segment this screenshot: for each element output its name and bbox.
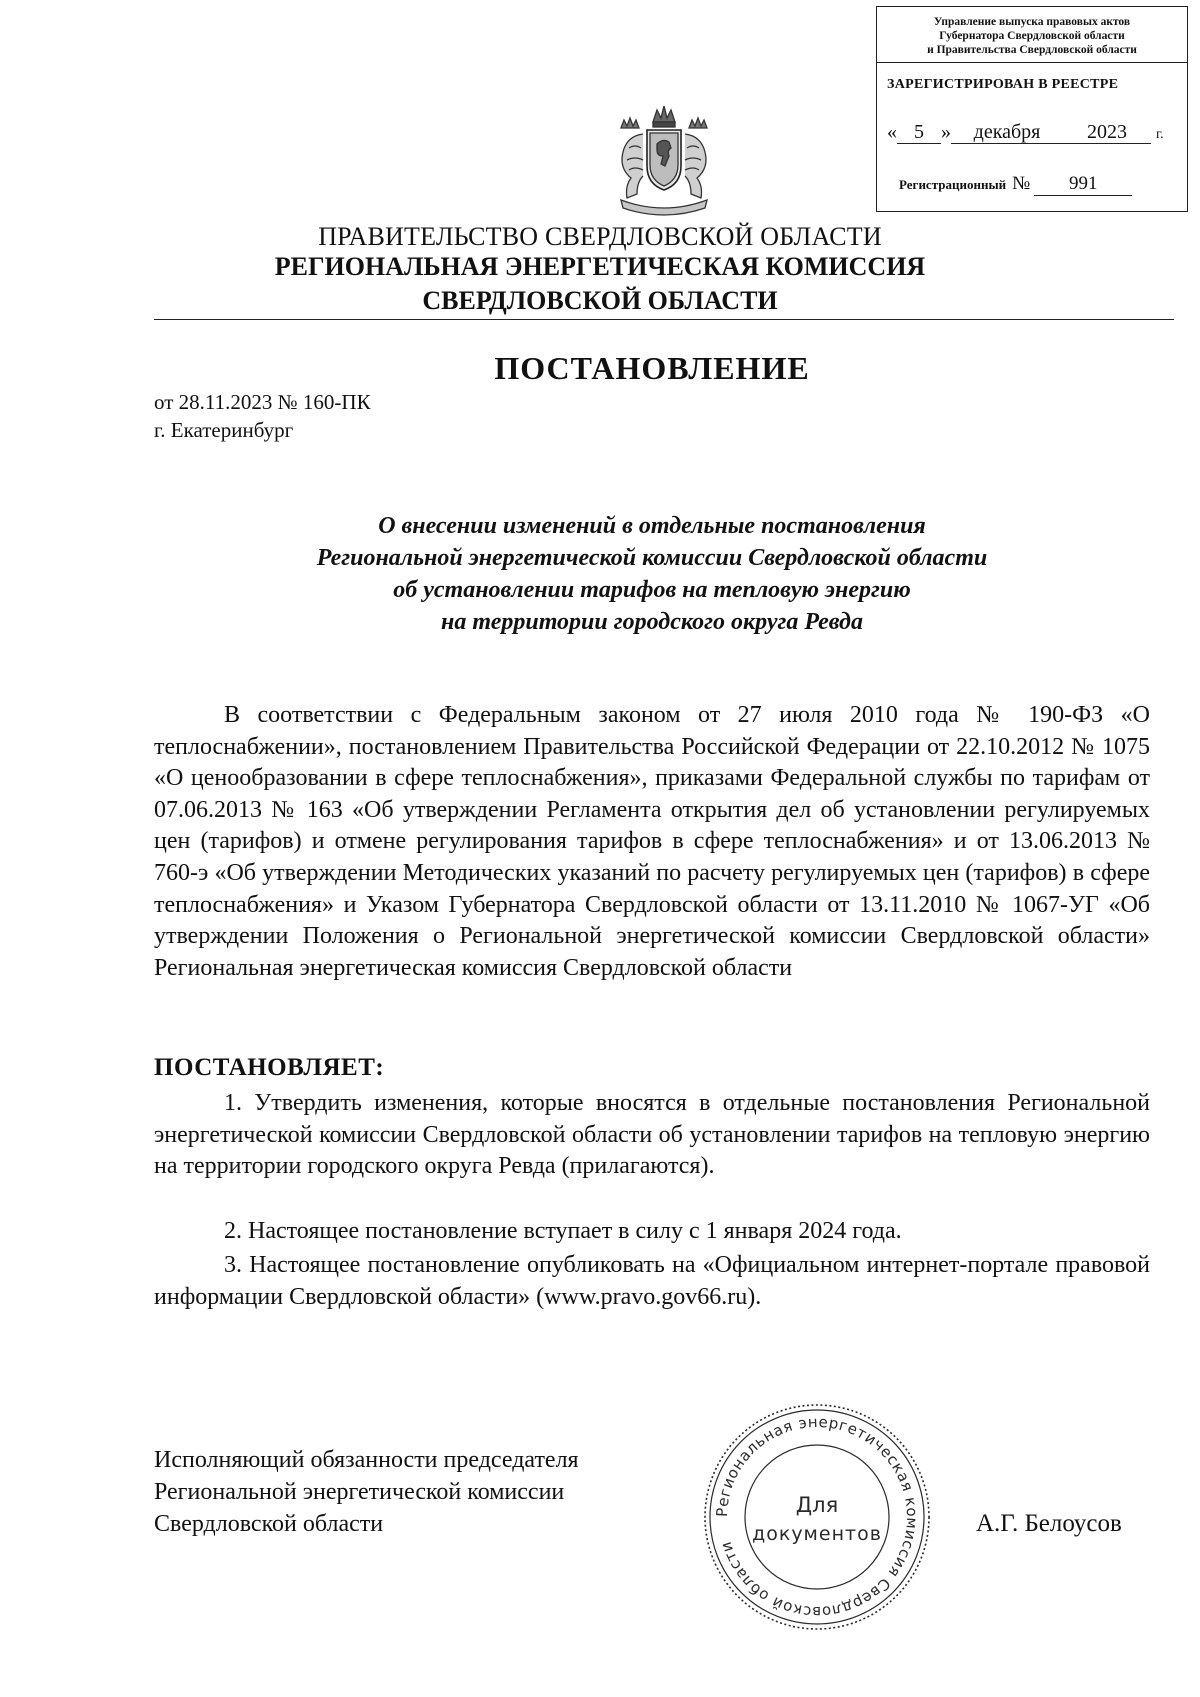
document-type: ПОСТАНОВЛЕНИЕ [494, 350, 810, 386]
resolution-item-2: 2. Настоящее постановление вступает в силу с 1 января 2024 года. [224, 1218, 902, 1244]
coat-of-arms-icon [597, 104, 731, 222]
registry-number: 991 [1034, 173, 1132, 196]
stamp-center-line1: Для [795, 1493, 839, 1517]
document-subject [0, 510, 1200, 638]
subject-line: об установлении тарифов на тепловую энергию [393, 577, 911, 603]
resolves-heading: ПОСТАНОВЛЯЕТ: [154, 1054, 385, 1081]
registry-issuer-line: и Правительства Свердловской области [927, 44, 1137, 56]
registry-month: декабря [951, 121, 1063, 144]
registry-date [887, 121, 1164, 144]
registry-day: 5 [897, 121, 941, 144]
registry-box [876, 6, 1188, 212]
registry-date-close: » [941, 121, 951, 143]
government-name: ПРАВИТЕЛЬСТВО СВЕРДЛОВСКОЙ ОБЛАСТИ [318, 222, 882, 251]
official-stamp [700, 1400, 934, 1634]
signatory-position-line: Исполняющий обязанности председателя [154, 1447, 579, 1473]
preamble-paragraph: В соответствии с Федеральным законом от 27 июля 2010 года № 190-ФЗ «О теплоснабжении», постановлением Правительства Российской Федерации от 22.10.2012 № 1075 «О ценообразовании в сфере теплоснабжения», приказами Федеральной службы по тарифам от 07.06.2013 № 163 «Об утверждении Регламента открытия дел об установлении регулируемых цен (тарифов) и отмене регулирования тарифов в сфере теплоснабжения» и от 13.06.2013 № 760-э «Об утверждении Методических указаний по расчету регулируемых цен (тарифов) в сфере теплоснабжения» и Указом Губернатора Свердловской области от 13.11.2010 № 1067-УГ «Об утверждении Положения о Региональной энергетической комиссии Свердловской области» Региональная энергетическая комиссия Свердловской области [154, 702, 1150, 981]
registry-issuer-line: Губернатора Свердловской области [939, 30, 1125, 42]
registry-date-open: « [887, 121, 897, 143]
registry-number-sign: № [1012, 173, 1031, 194]
registry-issuer [877, 7, 1187, 63]
signer-name: А.Г. Белоусов [976, 1510, 1122, 1537]
registry-year-suffix: г. [1156, 127, 1164, 142]
signatory-position-line: Региональной энергетической комиссии [154, 1479, 565, 1505]
commission-name-line2: СВЕРДЛОВСКОЙ ОБЛАСТИ [422, 286, 778, 315]
subject-line: на территории городского округа Ревда [441, 609, 863, 635]
stamp-ring-text: Региональная энергетическая комиссия Свердловской области [712, 1412, 922, 1622]
signatory-position [154, 1444, 579, 1540]
signatory-position-line: Свердловской области [154, 1511, 384, 1537]
registry-issuer-line: Управление выпуска правовых актов [933, 16, 1131, 28]
resolution-item-3: 3. Настоящее постановление опубликовать на «Официальном интернет-портале правовой информации Свердловской области» (www.pravo.gov66.ru). [154, 1252, 1150, 1310]
commission-name-line1: РЕГИОНАЛЬНАЯ ЭНЕРГЕТИЧЕСКАЯ КОМИССИЯ [274, 252, 926, 281]
registry-title: ЗАРЕГИСТРИРОВАН В РЕЕСТРЕ [887, 77, 1119, 92]
stamp-center-line2: документов [752, 1523, 882, 1545]
subject-line: О внесении изменений в отдельные постановления [378, 513, 926, 539]
document-date-number: от 28.11.2023 № 160-ПК [154, 390, 371, 414]
document-city: г. Екатеринбург [154, 418, 294, 442]
registry-number-label: Регистрационный [899, 177, 1007, 192]
header-divider [154, 319, 1174, 320]
registry-year: 2023 [1063, 121, 1151, 144]
subject-line: Региональной энергетической комиссии Свердловской области [316, 545, 988, 571]
registry-number-row [899, 173, 1132, 196]
resolution-item-1: 1. Утвердить изменения, которые вносятся в отдельные постановления Региональной энергетической комиссии Свердловской области об установлении тарифов на тепловую энергию на территории городского округа Ревда (прилагаются). [154, 1090, 1150, 1180]
